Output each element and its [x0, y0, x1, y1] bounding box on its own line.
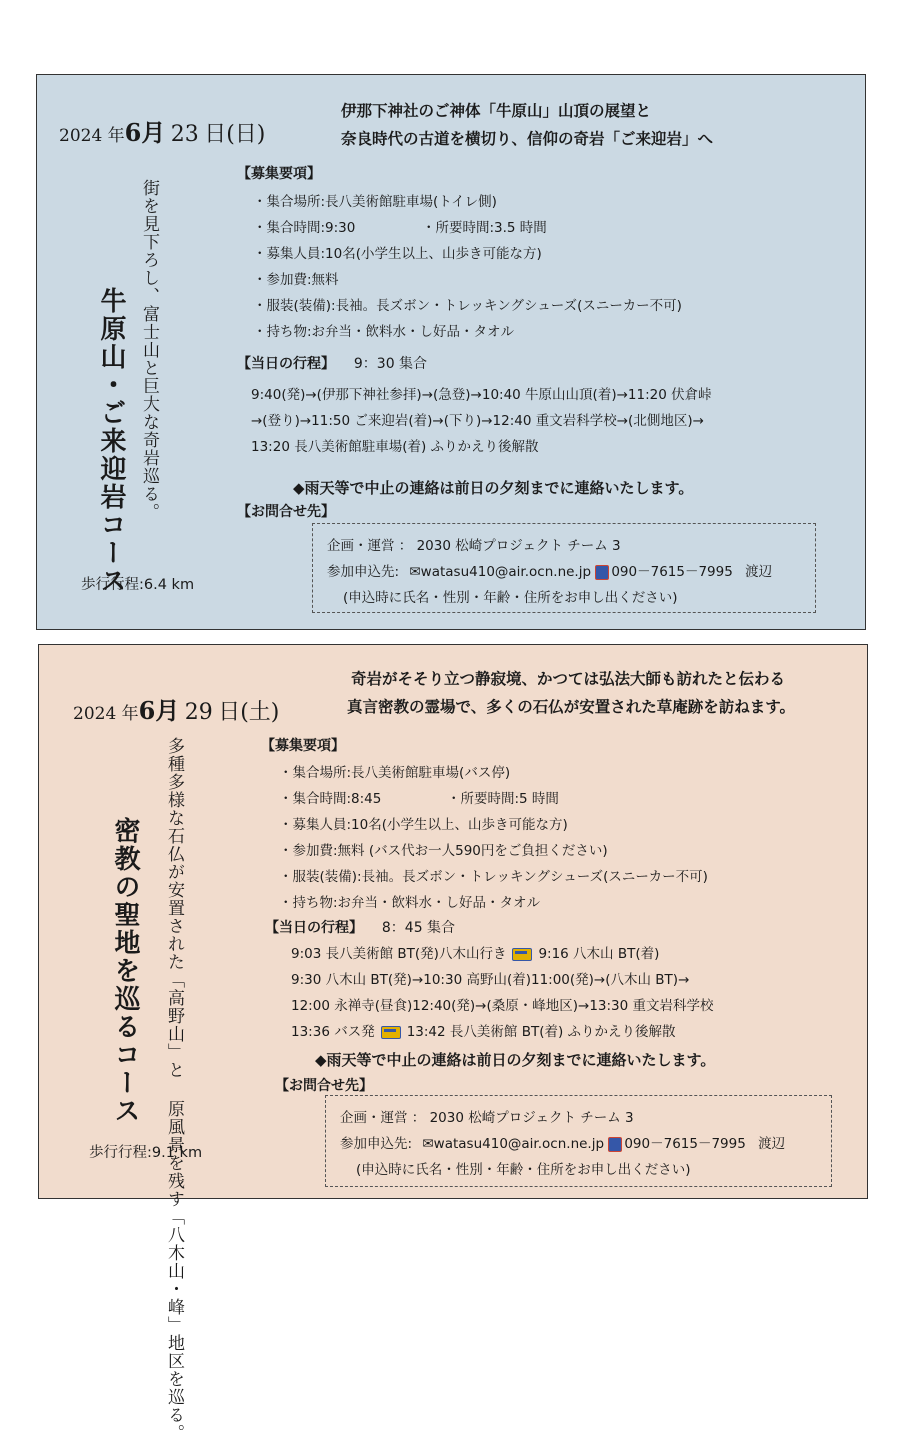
schedule-line: 9:30 八木山 BT(発)→10:30 高野山(着)11:00(発)→(八木山 BT)→ — [291, 972, 690, 988]
recruit-clothing: ・服装(装備):長袖。長ズボン・トレッキングシューズ(スニーカー不可) — [253, 298, 682, 314]
recruit-time: ・集合時間:9:30 — [253, 220, 356, 236]
schedule-start: 9：30 集合 — [353, 356, 428, 372]
lead-line-1: 伊那下神社のご神体「牛原山」山頂の展望と — [341, 102, 652, 120]
recruit-items: ・持ち物:お弁当・飲料水・し好品・タオル — [279, 895, 541, 911]
recruit-capacity: ・募集人員:10名(小学生以上、山歩き可能な方) — [253, 246, 542, 262]
recruit-place: ・集合場所:長八美術館駐車場(トイレ側) — [253, 194, 497, 210]
email-address[interactable]: ✉watasu410@air.ocn.ne.jp — [409, 564, 592, 580]
schedule-segment: 13:36 バス発 — [291, 1024, 375, 1040]
bus-icon — [381, 1026, 401, 1039]
recruit-fee: ・参加費:無料 — [253, 272, 339, 288]
schedule-start: 8：45 集合 — [381, 920, 456, 936]
schedule-heading — [237, 353, 427, 373]
date-month: 6月 — [138, 696, 180, 725]
schedule-line: →(登り)→11:50 ご来迎岩(着)→(下り)→12:40 重文岩科学校→(北側地区)→ — [251, 413, 704, 429]
walking-distance: 歩行行程:6.4 km — [81, 577, 195, 593]
organizer: 企画・運営 ： 2030 松崎プロジェクト チーム 3 — [340, 1110, 634, 1126]
rain-notice: ◆雨天等で中止の連絡は前日の夕刻までに連絡いたします。 — [293, 479, 694, 497]
recruit-fee: ・参加費:無料 (バス代お一人590円をご負担ください) — [279, 843, 608, 859]
schedule-segment: 9:03 長八美術館 BT(発)八木山行き — [291, 946, 507, 962]
contact-box — [312, 523, 816, 613]
vertical-subtitle: 街を見下ろし、富士山と巨大な奇岩巡る。 — [139, 179, 159, 521]
apply-note: (申込時に氏名・性別・年齢・住所をお申し出ください) — [356, 1162, 691, 1178]
recruit-items: ・持ち物:お弁当・飲料水・し好品・タオル — [253, 324, 515, 340]
recruit-time: ・集合時間:8:45 — [279, 791, 382, 807]
apply-row — [340, 1132, 785, 1152]
schedule-line — [291, 1020, 676, 1040]
date-day: 29 — [184, 700, 213, 725]
contact-name: 渡辺 — [758, 1136, 786, 1152]
schedule-segment: 13:42 長八美術館 BT(着) ふりかえり後解散 — [406, 1024, 676, 1040]
vertical-course-title: 密教の聖地を巡るコース — [110, 817, 140, 1125]
lead-line-1: 奇岩がそそり立つ静寂境、かつては弘法大師も訪れたと伝わる — [351, 670, 786, 688]
date-day-word: 日 — [218, 700, 241, 725]
schedule-heading — [265, 917, 455, 937]
apply-note: (申込時に氏名・性別・年齢・住所をお申し出ください) — [343, 590, 678, 606]
schedule-segment: 9:16 八木山 BT(着) — [538, 946, 660, 962]
recruit-duration: ・所要時間:5 時間 — [447, 791, 559, 807]
recruit-clothing: ・服装(装備):長袖。長ズボン・トレッキングシューズ(スニーカー不可) — [279, 869, 708, 885]
bus-icon — [512, 948, 532, 961]
apply-row — [327, 560, 772, 580]
recruit-duration: ・所要時間:3.5 時間 — [422, 220, 547, 236]
recruit-capacity: ・募集人員:10名(小学生以上、山歩き可能な方) — [279, 817, 568, 833]
vertical-subtitle-line-2: 原風景を残す「八木山・峰」地区を巡る。 — [164, 1100, 184, 1442]
date-day: 23 — [170, 122, 199, 147]
recruit-heading: 【募集要項】 — [261, 738, 345, 754]
organizer: 企画・運営 ： 2030 松崎プロジェクト チーム 3 — [327, 538, 621, 554]
phone-number[interactable]: 090－7615－7995 — [624, 1136, 746, 1152]
schedule-line: 9:40(発)→(伊那下神社参拝)→(急登)→10:40 牛原山山頂(着)→11:20 伏倉峠 — [251, 387, 712, 403]
recruit-place: ・集合場所:長八美術館駐車場(バス停) — [279, 765, 511, 781]
apply-label: 参加申込先: — [327, 564, 400, 580]
course-card-mikkyo — [38, 644, 868, 1442]
event-date — [59, 113, 265, 148]
schedule-line: 12:00 永禅寺(昼食)12:40(発)→(桑原・峰地区)→13:30 重文岩科学校 — [291, 998, 714, 1014]
date-year: 2024 年 — [73, 704, 139, 724]
contact-name: 渡辺 — [745, 564, 773, 580]
date-weekday: (土) — [240, 700, 280, 725]
schedule-heading-label: 【当日の行程】 — [237, 356, 335, 372]
date-year: 2024 年 — [59, 126, 125, 146]
contact-heading: 【お問合せ先】 — [275, 1078, 373, 1094]
rain-notice: ◆雨天等で中止の連絡は前日の夕刻までに連絡いたします。 — [315, 1051, 716, 1069]
date-day-word: 日 — [204, 122, 227, 147]
date-weekday: (日) — [226, 122, 266, 147]
phone-icon — [595, 565, 609, 580]
date-month: 6月 — [124, 118, 166, 147]
lead-line-2: 真言密教の霊場で、多くの石仏が安置された草庵跡を訪ねます。 — [347, 698, 795, 716]
lead-line-2: 奈良時代の古道を横切り、信仰の奇岩「ご来迎岩」へ — [341, 130, 714, 148]
event-date — [73, 691, 279, 726]
vertical-subtitle-line-1: 多種多様な石仏が安置された「高野山」と — [164, 737, 184, 1079]
phone-number[interactable]: 090－7615－7995 — [611, 564, 733, 580]
schedule-heading-label: 【当日の行程】 — [265, 920, 363, 936]
course-card-ushibarayama — [36, 74, 866, 630]
schedule-line — [291, 942, 659, 962]
schedule-line: 13:20 長八美術館駐車場(着) ふりかえり後解散 — [251, 439, 539, 455]
vertical-subtitle — [151, 737, 197, 1442]
contact-heading: 【お問合せ先】 — [237, 504, 335, 520]
email-address[interactable]: ✉watasu410@air.ocn.ne.jp — [422, 1136, 605, 1152]
phone-icon — [608, 1137, 622, 1152]
recruit-heading: 【募集要項】 — [237, 166, 321, 182]
vertical-course-title: 牛原山・ご来迎岩コース — [96, 287, 126, 595]
contact-box — [325, 1095, 832, 1187]
walking-distance: 歩行行程:9.1 km — [89, 1145, 203, 1161]
apply-label: 参加申込先: — [340, 1136, 413, 1152]
